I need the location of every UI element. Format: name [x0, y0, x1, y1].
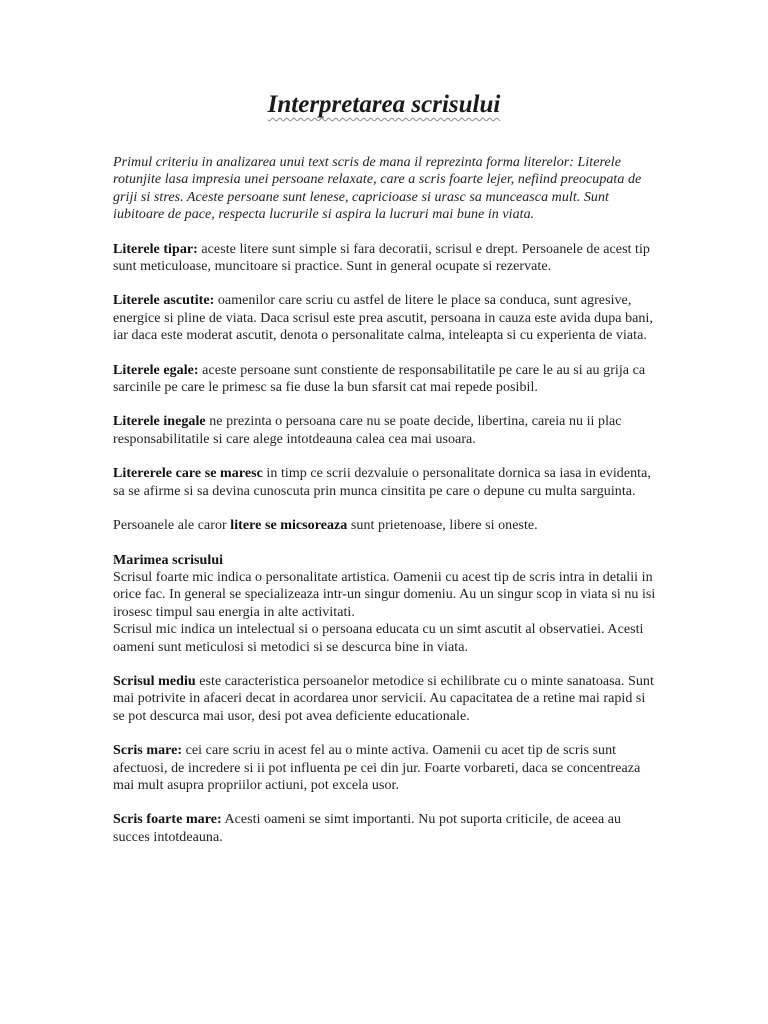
document-body — [113, 154, 659, 863]
section-heading: Marimea scrisului — [113, 552, 224, 568]
size-description-very-small: Scrisul foarte mic indica o personalitate artistica. Oamenii cu acest tip de scris intra in detalii in orice fac. In general se specializeaza intr-un singur domeniu. Au un singur scop in viata si nu isi irosesc timpul sau energia in alte activitati. — [113, 569, 656, 620]
paragraph-scris-foarte-mare — [113, 811, 659, 846]
text-before: Persoanele ale caror — [113, 518, 231, 534]
term-description: ne prezinta o persoana care nu se poate decide, libertina, careia nu ii plac responsabilitatile si care alege intotdeauna calea cea mai usoara. — [113, 414, 622, 447]
term-description: cei care scriu in acest fel au o minte activa. Oamenii cu acet tip de scris sunt afectuosi, de incredere si ii pot influenta pe cei din jur. Foarte vorbareti, daca se concentreaza mai mult asupra propriilor actiuni, pot excela usor. — [113, 743, 641, 793]
term-label: Scris foarte mare: — [113, 812, 222, 828]
paragraph-literele-tipar — [113, 241, 659, 276]
term-label: Scris mare: — [113, 743, 183, 759]
paragraph-literele-egale — [113, 362, 659, 397]
intro-paragraph: Primul criteriu in analizarea unui text scris de mana il reprezinta forma literelor: Literele rotunjite lasa impresia unei persoane relaxate, care a scris foarte lejer, nefiind preocupata de griji si stres. Aceste persoane sunt lenese, capricioase si urasc sa munceasca mult. Sunt iubitoare de pace, respecta lucrurile si aspira la lucruri mai bune in viata. — [113, 155, 642, 223]
text-after: sunt prietenoase, libere si oneste. — [347, 518, 538, 534]
term-label: Literele tipar: — [113, 241, 198, 257]
term-label: Literele inegale — [113, 414, 206, 430]
document-title: Interpretarea scrisului — [267, 91, 501, 118]
paragraph-literele-inegale — [113, 413, 659, 448]
term-label: Scrisul mediu — [113, 673, 196, 689]
size-description-small: Scrisul mic indica un intelectual si o persoana educata cu un simt ascutit al observatiei. Acesti oameni sunt meticulosi si metodici si se descurca bine in viata. — [113, 622, 644, 655]
term-description: in timp ce scrii dezvaluie o personalitate dornica sa iasa in evidenta, sa se afirme si sa devina cunoscuta prin munca cinsitita pe care o depune cu multa sarguinta. — [113, 466, 651, 499]
paragraph-literele-ascutite — [113, 292, 659, 344]
term-description: Acesti oameni se simt importanti. Nu pot suporta criticile, de aceea au succes intotdeauna. — [113, 812, 622, 845]
paragraph-marimea-scrisului — [113, 552, 659, 656]
term-label: Literele egale: — [113, 362, 199, 378]
term-label: Literele ascutite: — [113, 293, 215, 309]
term-description: aceste litere sunt simple si fara decoratii, scrisul e drept. Persoanele de acest tip sunt meticuloase, muncitoare si practice. Sunt in general ocupate si rezervate. — [113, 241, 650, 275]
term-description: este caracteristica persoanelor metodice si echilibrate cu o minte sanatoasa. Sunt mai potrivite in afaceri decat in acordarea unor servicii. Au capacitatea de a retine mai rapid si se pot descurca mai usor, desi pot avea deficiente educationale. — [113, 673, 654, 724]
term-description: oamenilor care scriu cu astfel de litere le place sa conduca, sunt agresive, energice si pline de viata. Daca scrisul este prea ascutit, persoana in cauza este avida dupa bani, iar daca este moderat ascutit, denota o personalitate calma, inteleapta si cu experienta de viata. — [113, 293, 653, 344]
paragraph-scrisul-mediu — [113, 673, 659, 725]
paragraph-litere-se-micsoreaza — [113, 517, 659, 534]
paragraph-litere-care-se-maresc — [113, 465, 659, 500]
paragraph-scris-mare — [113, 742, 659, 794]
term-description: aceste persoane sunt constiente de responsabilitatile pe care le au si au grija ca sarcinile pe care le primesc sa fie duse la bun sfarsit cat mai repede posibil. — [113, 362, 646, 396]
term-label: Litererele care se maresc — [113, 466, 263, 482]
term-label: litere se micsoreaza — [230, 518, 348, 534]
